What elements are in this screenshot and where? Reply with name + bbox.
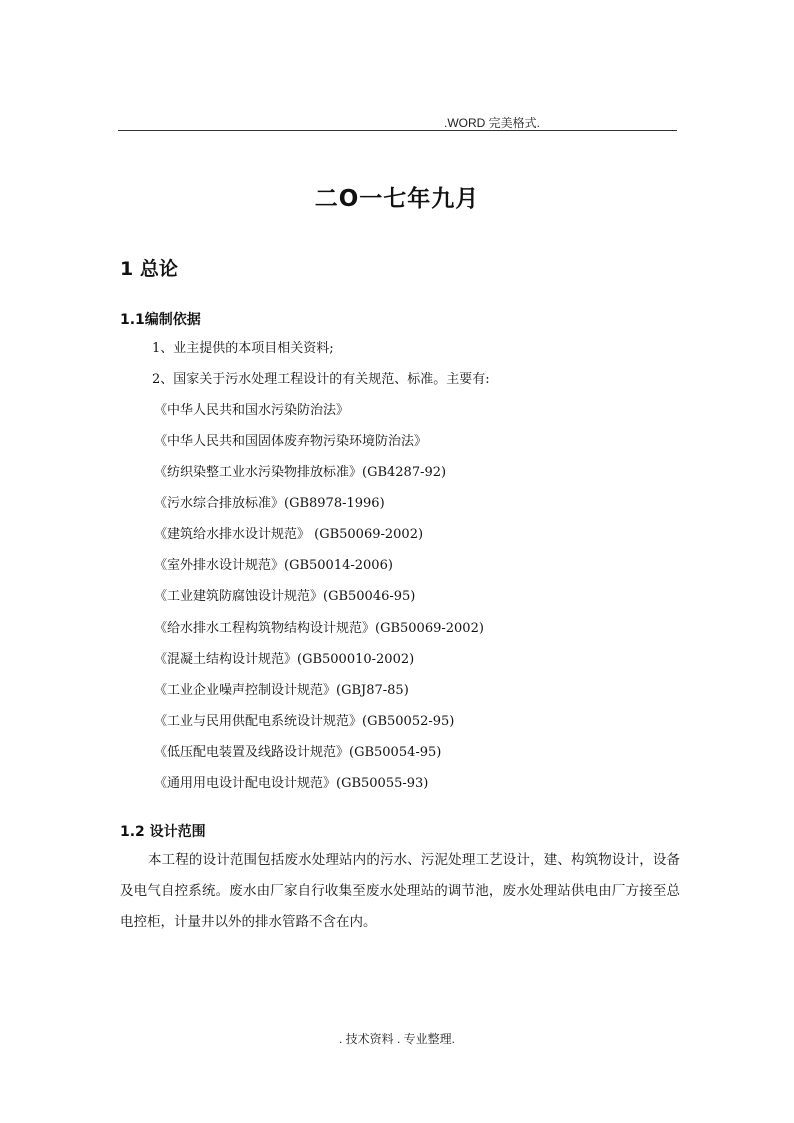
page-footer-text: . 技术资料 . 专业整理. bbox=[338, 1032, 455, 1046]
standard-item: 《纺织染整工业水污染物排放标准》(GB4287-92) bbox=[154, 465, 447, 480]
standard-item: 《给水排水工程构筑物结构设计规范》(GB50069-2002) bbox=[154, 621, 484, 636]
standard-item: 《室外排水设计规范》(GB50014-2006) bbox=[154, 558, 393, 573]
basis-item-1: 1、业主提供的本项目相关资料; bbox=[152, 341, 334, 356]
standard-item: 《污水综合排放标准》(GB8978-1996) bbox=[154, 496, 385, 511]
standard-item: 《低压配电装置及线路设计规范》(GB50054-95) bbox=[154, 745, 442, 760]
basis-item-2: 2、国家关于污水处理工程设计的有关规范、标准。主要有: bbox=[152, 372, 490, 387]
standard-item: 《通用用电设计配电设计规范》(GB50055-93) bbox=[154, 776, 429, 791]
section-1-heading: 1 总论 bbox=[120, 258, 178, 280]
section-1-2-heading: 1.2 设计范围 bbox=[120, 824, 206, 840]
standard-item: 《混凝土结构设计规范》(GB500010-2002) bbox=[154, 652, 415, 667]
standard-item: 《工业企业噪声控制设计规范》(GBJ87-85) bbox=[154, 683, 409, 698]
section-1-1-heading: 1.1编制依据 bbox=[120, 312, 201, 328]
standard-item: 《建筑给水排水设计规范》 (GB50069-2002) bbox=[154, 527, 424, 542]
standard-item: 《中华人民共和国固体废弃物污染环境防治法》 bbox=[154, 434, 428, 449]
standard-item: 《中华人民共和国水污染防治法》 bbox=[154, 403, 350, 418]
standard-item: 《工业建筑防腐蚀设计规范》(GB50046-95) bbox=[154, 589, 416, 604]
header-rule bbox=[118, 130, 677, 131]
standard-item: 《工业与民用供配电系统设计规范》(GB50052-95) bbox=[154, 714, 455, 729]
design-scope-paragraph: 本工程的设计范围包括废水处理站内的污水、污泥处理工艺设计，建、构筑物设计，设备及电气自控系统。废水由厂家自行收集至废水处理站的调节池，废水处理站供电由厂方接至总电控柜，计量井以外的排水管路不含在内。 bbox=[120, 852, 680, 930]
page-header-text: .WORD 完美格式. bbox=[444, 116, 540, 130]
document-date-title: 二O一七年九月 bbox=[314, 186, 480, 212]
